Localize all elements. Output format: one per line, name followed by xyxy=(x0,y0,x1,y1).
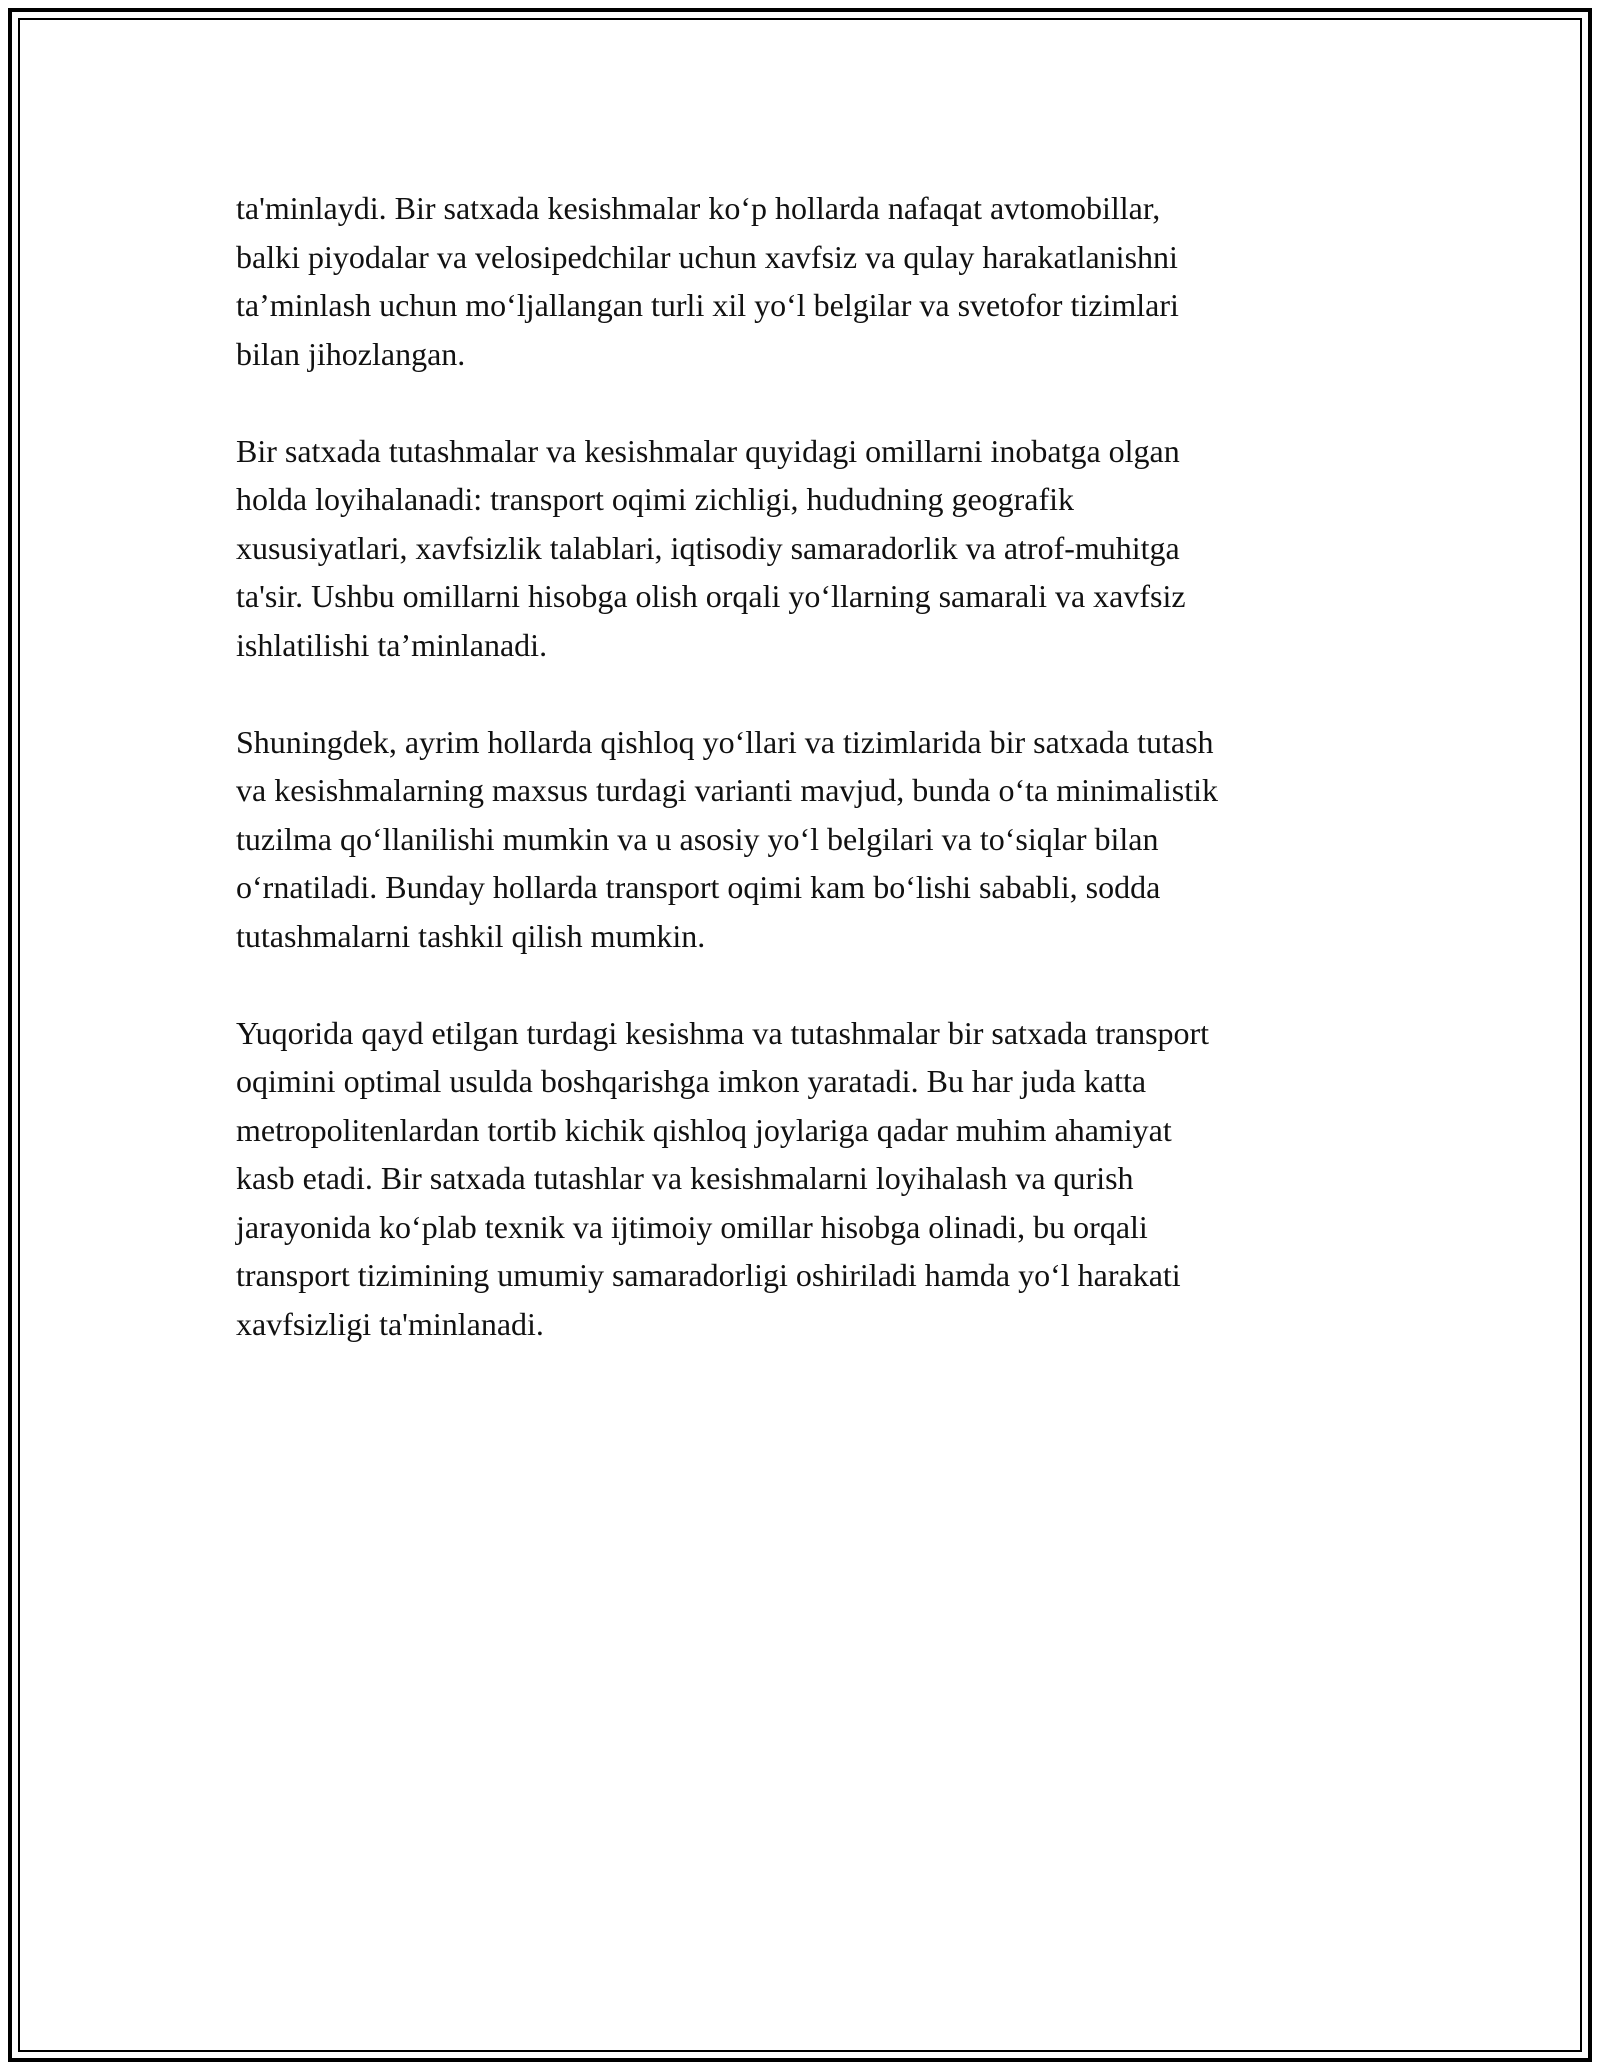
text-line: bilan jihozlangan. xyxy=(236,335,466,372)
text-line: ta’minlash uchun mo‘ljallangan turli xil yo‘l belgilar va svetofor tizimlari xyxy=(236,287,1179,323)
text-line: xavfsizligi ta'minlanadi. xyxy=(236,1305,544,1342)
text-line: xususiyatlari, xavfsizlik talablari, iqtisodiy samaradorlik va atrof-muhitga xyxy=(236,529,1180,566)
text-line: ta'sir. Ushbu omillarni hisobga olish orqali yo‘llarning samarali va xavfsiz xyxy=(236,578,1186,614)
text-line: kasb etadi. Bir satxada tutashlar va kesishmalarni loyihalash va qurish xyxy=(236,1160,1134,1196)
text-line: transport tizimining umumiy samaradorligi oshiriladi hamda yo‘l harakati xyxy=(236,1257,1181,1293)
text-line: ishlatilishi ta’minlanadi. xyxy=(236,626,548,663)
paragraph-2 xyxy=(236,427,1386,670)
text-line: balki piyodalar va velosipedchilar uchun xavfsiz va qulay harakatlanishni xyxy=(236,238,1178,275)
paragraph-4 xyxy=(236,1009,1386,1349)
paragraph-1 xyxy=(236,184,1386,378)
text-line: Bir satxada tutashmalar va kesishmalar quyidagi omillarni inobatga olgan xyxy=(236,432,1180,469)
paragraph-3 xyxy=(236,718,1386,961)
text-line: va kesishmalarning maxsus turdagi varianti mavjud, bunda o‘ta minimalistik xyxy=(236,772,1219,808)
text-line: oqimini optimal usulda boshqarishga imkon yaratadi. Bu har juda katta xyxy=(236,1063,1147,1099)
text-line: jarayonida ko‘plab texnik va ijtimoiy omillar hisobga olinadi, bu orqali xyxy=(236,1208,1148,1245)
document-body xyxy=(236,184,1386,1348)
text-line: metropolitenlardan tortib kichik qishloq joylariga qadar muhim ahamiyat xyxy=(236,1111,1172,1148)
text-line: Yuqorida qayd etilgan turdagi kesishma va tutashmalar bir satxada transport xyxy=(236,1014,1210,1051)
text-line: ta'minlaydi. Bir satxada kesishmalar ko‘p hollarda nafaqat avtomobillar, xyxy=(236,190,1161,226)
text-line: Shuningdek, ayrim hollarda qishloq yo‘llari va tizimlarida bir satxada tutash xyxy=(236,723,1214,760)
text-line: tuzilma qo‘llanilishi mumkin va u asosiy yo‘l belgilari va to‘siqlar bilan xyxy=(236,820,1159,857)
text-line: tutashmalarni tashkil qilish mumkin. xyxy=(236,917,706,954)
text-line: holda loyihalanadi: transport oqimi zichligi, hududning geografik xyxy=(236,481,1075,517)
text-line: o‘rnatiladi. Bunday hollarda transport oqimi kam bo‘lishi sababli, sodda xyxy=(236,869,1161,905)
